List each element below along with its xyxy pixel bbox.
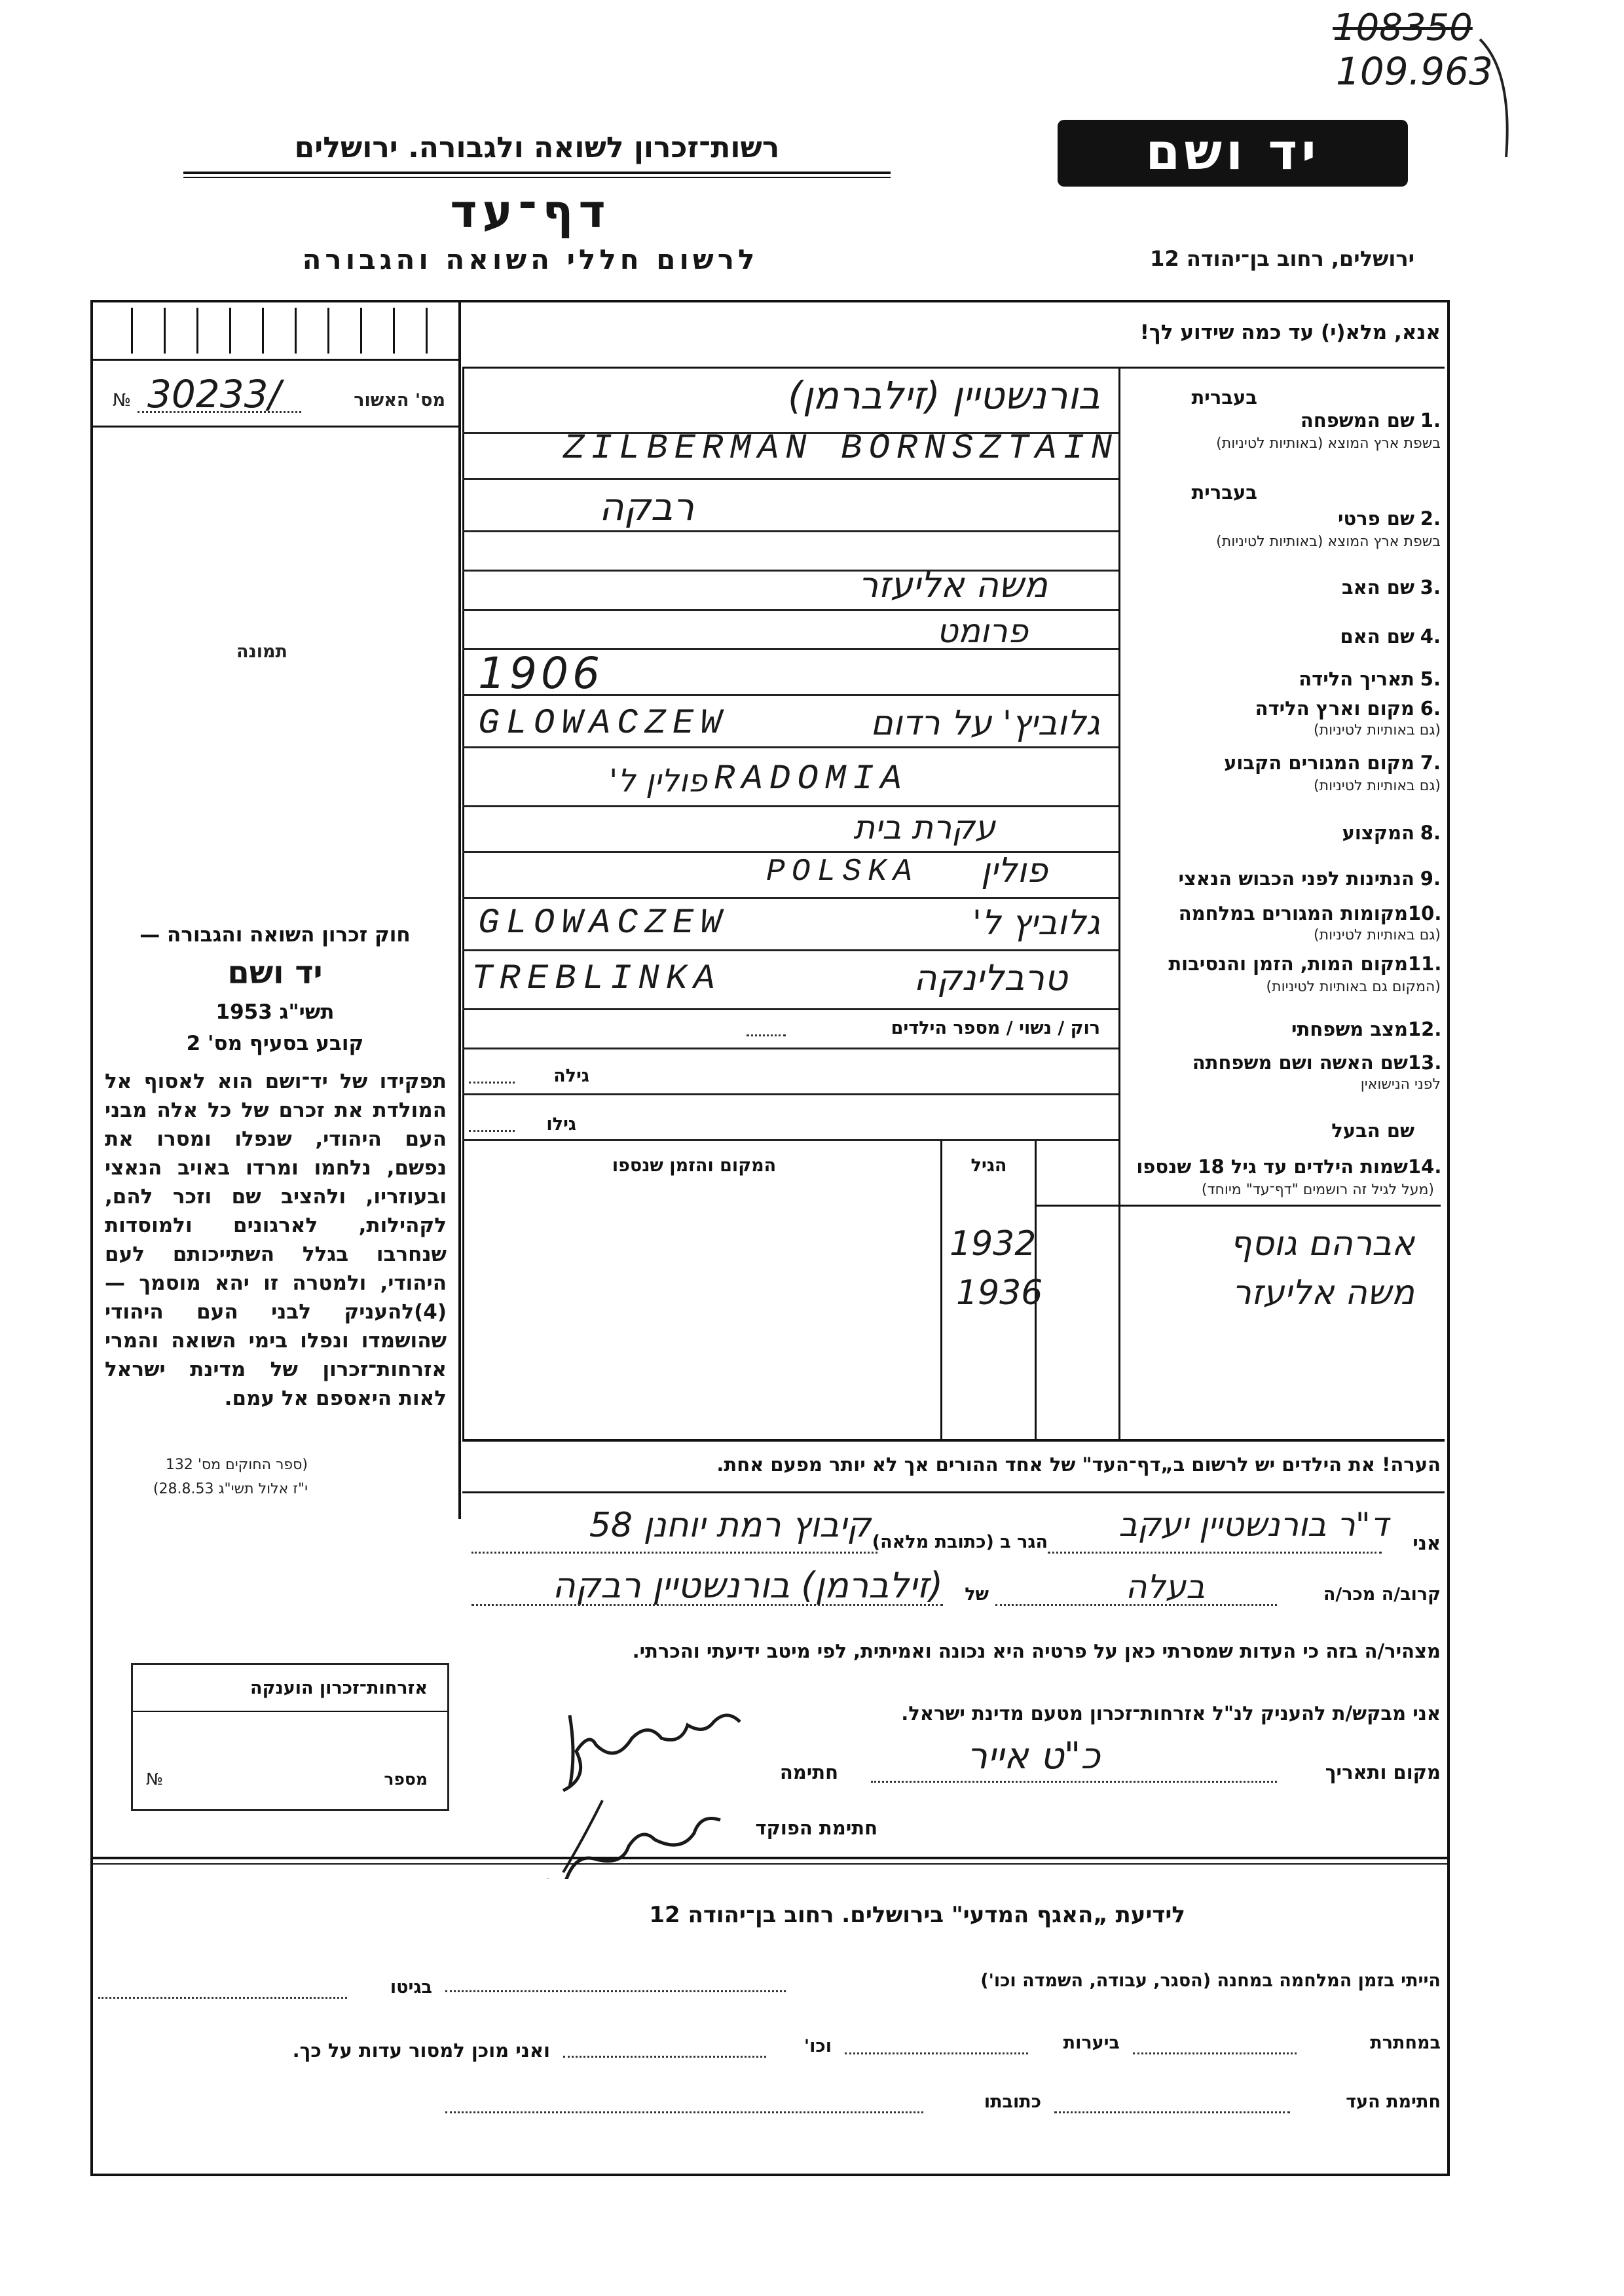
field-10-sub: (גם באותיות לטיניות): [1314, 927, 1441, 943]
field-1-num: 1.: [1420, 409, 1441, 431]
family-name-hebrew-value: בורנשטיין (זילברמן): [788, 373, 1100, 418]
grid-top: [462, 367, 1445, 369]
witness-signature-line: [1054, 2111, 1290, 2113]
forests-label: ביערות: [1063, 2033, 1120, 2053]
profession-value: עקרת בית: [853, 809, 995, 847]
declaration-statement: מצהיר/ה בזה כי העדות שמסרתי כאן על פרטיה היא נכונה ואמיתית, לפי מיטב ידיעתי והכרתי.: [632, 1640, 1441, 1662]
husband-age-line: [469, 1130, 515, 1132]
field-9-num: 9.: [1420, 867, 1441, 890]
photo-label: תמונה: [236, 642, 288, 662]
underground-label: במחתרת: [1370, 2033, 1441, 2053]
field-4-label: שם האם: [1340, 625, 1414, 647]
box-no-mark: №: [146, 1770, 164, 1789]
mother-name-value: פרומט: [936, 612, 1028, 650]
family-name-latin-value: ZILBERMAN BORNSZTAIN: [563, 429, 1119, 469]
bottom-title: לידיעת „האגף המדעי" בירושלים. רחוב בן־יהודה 12: [649, 1902, 1185, 1928]
note-text: הערה! את הילדים יש לרשום ב„דף־העד" של אחד ההורים אך לא יותר מפעם אחת.: [716, 1453, 1441, 1476]
witness-signature: [544, 1696, 760, 1794]
authority-name: רשות־זכרון לשואה ולגבורה. ירושלים: [294, 131, 780, 164]
sidebar-right-border: [458, 301, 461, 1519]
field-6-label: מקום וארץ הלידה: [1255, 697, 1414, 720]
place-date-value: כ"ט אייר: [967, 1735, 1100, 1777]
field-13-sub: לפני הנישואין: [1360, 1076, 1441, 1093]
law-clause: קובע בסעיף מס' 2: [186, 1032, 364, 1055]
officer-signature: [537, 1794, 733, 1879]
field-6-sub: (גם באותיות לטיניות): [1314, 722, 1441, 738]
header-rule: [183, 172, 891, 174]
field-10-num: 10.: [1408, 902, 1442, 924]
witness-address-label: כתובתו: [984, 2092, 1041, 2112]
address-label: הגר ב (כתובת מלאה): [872, 1532, 1048, 1552]
archive-bracket-mark: [1467, 33, 1526, 164]
field-8-label: המקצוע: [1342, 822, 1414, 844]
children-place-header: המקום והזמן שנספו: [612, 1156, 777, 1176]
page-title: דף־עד: [450, 185, 611, 238]
father-name-value: משה אליעזר: [858, 564, 1048, 606]
law-name: יד ושם: [227, 955, 323, 991]
address-value: קיבוץ רמת יוחנן 58: [589, 1506, 871, 1545]
declarant-line: [1048, 1552, 1382, 1554]
memorial-citizenship-box: [131, 1663, 449, 1811]
nationality-latin-value: POLSKA: [766, 854, 919, 890]
cert-number-line: [138, 411, 301, 413]
field-11-num: 11.: [1408, 953, 1442, 975]
relation-value: בעלה: [1125, 1568, 1205, 1606]
field-2-label: שם פרטי: [1337, 507, 1414, 530]
law-year: תשי"ג 1953: [215, 1000, 335, 1024]
place-date-label: מקום ותאריך: [1325, 1761, 1441, 1783]
residence-latin-value: RADOMIA: [714, 759, 908, 799]
witness-signature-label: חתימת העד: [1346, 2092, 1441, 2112]
field-10-label: מקומות המגורים במלחמה: [1178, 902, 1408, 924]
place-date-line: [871, 1781, 1277, 1783]
death-place-hebrew-value: טרבלינקה: [913, 957, 1067, 998]
relation-label: קרוב/ה מכר/ה: [1323, 1584, 1441, 1605]
field-11-sub: (המקום גם באותיות לטיניות): [1266, 979, 1441, 995]
of-line: [471, 1604, 943, 1606]
willing-testify-text: ואני מוכן למסור עדות על כך.: [292, 2039, 550, 2062]
wife-age-label: גילה: [553, 1066, 589, 1086]
field-7-num: 7.: [1420, 752, 1441, 774]
table-row: [471, 1273, 1441, 1319]
wife-age-line: [469, 1082, 515, 1084]
field-1-sub: בשפת ארץ המוצא (באותיות לטיניות): [1216, 435, 1441, 452]
note-bottom-rule: [462, 1491, 1445, 1493]
victim-name-value: (זילברמן) בורנשטיין רבקה: [552, 1565, 943, 1606]
husband-label: שם הבעל: [1331, 1120, 1414, 1142]
field-12-num: 12.: [1408, 1018, 1442, 1040]
cert-number-value: 30233/: [147, 372, 282, 416]
field-5-num: 5.: [1420, 668, 1441, 690]
relation-line: [995, 1604, 1277, 1606]
field-1-hebrew: בעברית: [1191, 386, 1257, 409]
box-number-label: מספר: [384, 1770, 428, 1789]
marital-status-options: רוק / נשוי / מספר הילדים: [891, 1018, 1100, 1038]
death-place-latin-value: TREBLINKA: [471, 959, 722, 999]
box-title: אזרחות־זכרון הוענקה: [250, 1678, 428, 1698]
value-column-left: [462, 367, 464, 1440]
field-1-label: שם המשפחה: [1300, 409, 1414, 431]
declaration-request: אני מבקש/ת להעניק לנ"ל אזרחות־זכרון מטעם מדינת ישראל.: [901, 1702, 1441, 1724]
table-row: [471, 1224, 1441, 1270]
field-4-num: 4.: [1420, 625, 1441, 647]
child-year: 1936: [956, 1273, 1043, 1313]
birth-date-value: 1906: [478, 648, 604, 699]
field-3-label: שם האב: [1341, 576, 1414, 598]
underground-line: [1133, 2052, 1297, 2054]
law-title: חוק זכרון השואה והגבורה —: [139, 923, 411, 947]
witness-address-line: [445, 2111, 923, 2113]
law-text: תפקידו של יד־ושם הוא לאסוף אל המולדת את זכרם של כל אלה מבני העם היהודי, שנפלו ומסרו את נפשם, נלחמו ומרדו באויב הנאצי ובעוזריו, ולהציב שם וזכר להם, לקהילות, לארגונים ולמוסדות שנחרבו בגלל השתייכותם לעם היהודי, ולמטרה זו יהא מוסמך — (4)להעניק לבני העם היהודי שהושמדו ונפלו בימי השואה והמרי אזרחות־זכרון של מדינת ישראל לאות היאספם אל עמם.: [105, 1070, 447, 1410]
signature-label: חתימה: [779, 1761, 838, 1783]
field-14-num: 14.: [1408, 1156, 1442, 1178]
cert-number-label: מס' האשור: [354, 390, 445, 410]
archive-number: 109.963: [1336, 49, 1493, 94]
husband-age-label: גילו: [546, 1114, 576, 1135]
law-ref-1: (ספר החוקים מס' 132: [165, 1457, 308, 1473]
war-residence-latin-value: GLOWACZEW: [478, 903, 728, 943]
child-name: משה אליעזר: [1232, 1273, 1414, 1313]
camp-line: [445, 1990, 786, 1992]
child-year: 1932: [950, 1224, 1037, 1264]
header-rule-2: [183, 177, 891, 178]
field-8-num: 8.: [1420, 822, 1441, 844]
field-12-label: מצב משפחתי: [1291, 1018, 1408, 1040]
form-instruction: אנא, מלא(י) עד כמה שידוע לך!: [1139, 321, 1441, 344]
field-14-sub: (מעל לגיל זה רושמים "דף־עד" מיוחד): [1201, 1182, 1434, 1198]
sidebar-cert-rule: [92, 426, 458, 428]
field-5-label: תאריך הלידה: [1299, 668, 1414, 690]
yad-vashem-logo: [1058, 120, 1408, 187]
field-11-label: מקום המות, הזמן והנסיבות: [1168, 953, 1408, 975]
child-name: אברהם גוסף: [1230, 1224, 1414, 1264]
first-name-value: רבקה: [599, 484, 694, 529]
residence-hebrew-value: פולין ל': [609, 763, 707, 799]
field-3-num: 3.: [1420, 576, 1441, 598]
nationality-hebrew-value: פולין: [981, 851, 1048, 890]
children-age-header: הגיל: [970, 1156, 1007, 1176]
law-ref-2: י"ז אלול תשי"ג 28.8.53): [153, 1481, 308, 1497]
field-2-hebrew: בעברית: [1191, 481, 1257, 503]
declaration-ani: אני: [1412, 1532, 1441, 1554]
field-2-sub: בשפת ארץ המוצא (באותיות לטיניות): [1216, 534, 1441, 550]
header-address: ירושלים, רחוב בן־יהודה 12: [1150, 246, 1414, 271]
bottom-section-rule: [92, 1857, 1449, 1859]
address-line: [471, 1552, 877, 1554]
ghetto-label: בגיטו: [390, 1977, 432, 1997]
page-subtitle: לרשום חללי השואה והגבורה: [302, 244, 759, 276]
camp-line-label: הייתי בזמן המלחמה במחנה (הסגר, עבודה, השמדה וכו'): [980, 1971, 1441, 1991]
officer-signature-label: חתימת הפוקד: [755, 1817, 877, 1839]
declarant-name-value: ד"ר בורנשטיין יעקב: [1118, 1506, 1388, 1544]
etc-label: וכו': [803, 2036, 832, 2056]
field-13-label: שם האשה ושם משפחתה: [1192, 1051, 1408, 1074]
forests-line: [845, 2052, 1028, 2054]
logo-text: יד ושם: [1145, 122, 1320, 181]
bottom-section-rule-2: [92, 1863, 1449, 1865]
birth-place-latin-value: GLOWACZEW: [478, 704, 728, 744]
field-6-num: 6.: [1420, 697, 1441, 720]
birth-place-hebrew-value: גלוביץ' על רדום: [870, 704, 1100, 743]
field-9-label: הנתינות לפני הכבוש הנאצי: [1178, 867, 1414, 890]
children-header-rule: [1035, 1205, 1441, 1207]
war-residence-hebrew-value: גלוביץ ל': [972, 903, 1100, 943]
field-7-label: מקום המגורים הקבוע: [1224, 752, 1414, 774]
archive-number-crossed: 108350: [1333, 7, 1473, 49]
etc-line: [563, 2056, 766, 2058]
grid-bottom: [462, 1439, 1445, 1442]
field-2-num: 2.: [1420, 507, 1441, 530]
field-14-label: שמות הילדים עד גיל 18 שנספו: [1136, 1156, 1408, 1178]
field-7-sub: (גם באותיות לטיניות): [1314, 778, 1441, 794]
field-13-num: 13.: [1408, 1051, 1442, 1074]
cert-no-mark: №: [113, 390, 132, 410]
sidebar-top-rule: [92, 359, 458, 361]
of-label: של: [965, 1584, 989, 1605]
children-count-line: [747, 1034, 786, 1036]
ghetto-line: [98, 1997, 347, 1999]
